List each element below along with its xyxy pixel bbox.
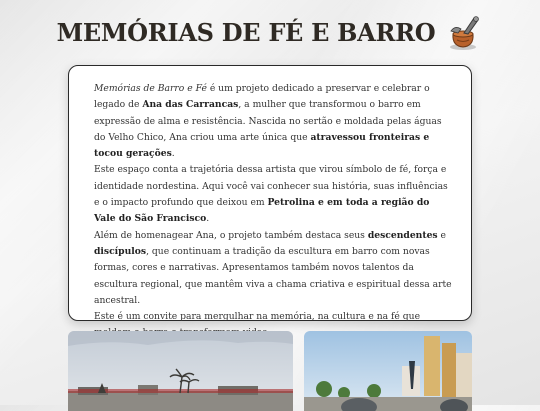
- clay-pot-sculpture-icon: [443, 12, 483, 52]
- gallery-photo-square[interactable]: [68, 331, 293, 411]
- page-header: [0, 10, 540, 54]
- about-paragraph-1: Memórias de Barro e Fé é um projeto dedicado a preservar e celebrar o legado de Ana das Carrancas, a mulher que transformou o barro em expressão de alma e resistência. Nascida no sertão e moldada pelas águas do Velho Chico, Ana criou uma arte única que atravessou fronteiras e tocou gerações.: [94, 83, 442, 160]
- about-card: [68, 65, 472, 321]
- about-paragraph-4: Este é um convite para mergulhar na memória, na cultura e na fé que: [94, 311, 421, 323]
- about-paragraph-3: Além de homenagear Ana, o projeto também destaca seus descendentes e discípulos, que continuam a tradição da escultura em barro com novas formas, cores e narrativas. Apresentamos também novos talentos da escultura regional, que mantêm viva a chama criativa e espiritual dessa arte ancestral.: [94, 229, 452, 306]
- photo-gallery: [0, 331, 540, 405]
- gallery-photo-sculpture[interactable]: [304, 331, 472, 411]
- project-name: Memórias de Barro e Fé: [94, 83, 207, 94]
- about-paragraph-2: Este espaço conta a trajetória dessa artista que virou símbolo de fé, força e identidade nordestina. Aqui você vai conhecer sua história, suas influências e o impacto profundo que deixou em Petrolina e em toda a região do Vale do São Francisco.: [94, 164, 448, 225]
- artist-name: Ana das Carrancas: [142, 99, 239, 111]
- page-title: MEMÓRIAS DE FÉ E BARRO: [56, 17, 436, 47]
